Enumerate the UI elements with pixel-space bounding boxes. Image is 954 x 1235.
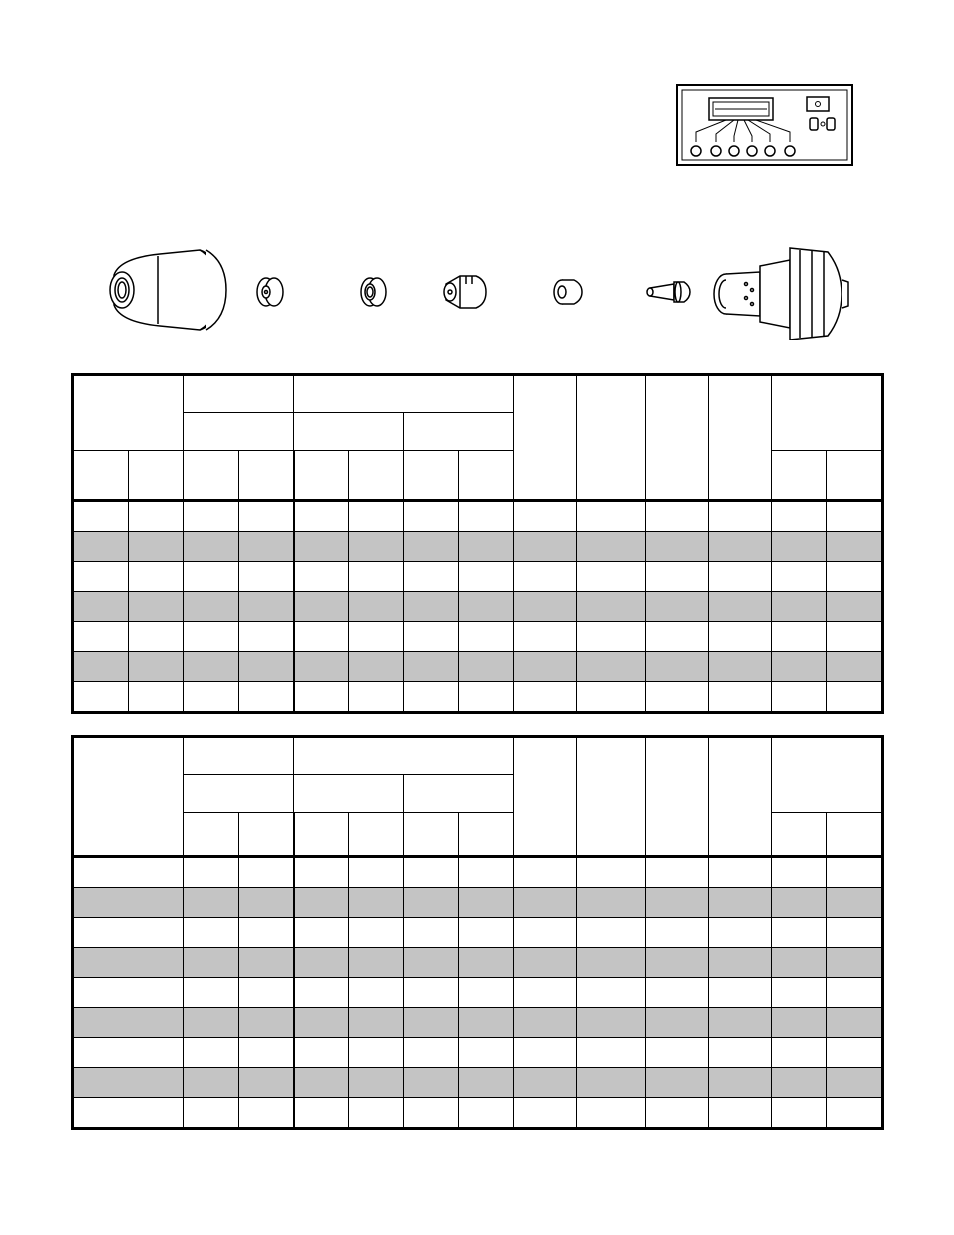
table-cell — [577, 652, 646, 682]
header-row-1 — [74, 738, 882, 775]
table-cell — [514, 978, 577, 1008]
table-cell — [772, 682, 827, 712]
table-cell — [772, 1068, 827, 1098]
table-cell — [646, 501, 709, 532]
table-cell — [349, 978, 404, 1008]
table-cell — [74, 1038, 184, 1068]
table-cell — [827, 501, 882, 532]
table-cell — [577, 682, 646, 712]
table-cell — [74, 682, 129, 712]
table-cell — [577, 857, 646, 888]
table-cell — [577, 1008, 646, 1038]
table-cell — [577, 622, 646, 652]
table-cell — [239, 652, 294, 682]
table-cell — [459, 682, 514, 712]
retaining-cap-icon — [361, 278, 386, 306]
table-cell — [827, 978, 882, 1008]
table-cell — [772, 1098, 827, 1128]
table-cell — [514, 1068, 577, 1098]
table-cell — [827, 857, 882, 888]
table-cell — [184, 532, 239, 562]
table-cell — [404, 562, 459, 592]
table-cell — [129, 682, 184, 712]
header-cell — [184, 376, 294, 413]
table-body — [74, 501, 882, 712]
table-cell — [827, 592, 882, 622]
table-cell — [129, 592, 184, 622]
header-cell — [646, 738, 709, 857]
table-cell — [404, 888, 459, 918]
table-cell — [646, 978, 709, 1008]
table-cell — [74, 501, 129, 532]
table-cell — [74, 888, 184, 918]
table-cell — [772, 918, 827, 948]
header-cell — [184, 813, 239, 857]
swirl-ring-icon — [554, 280, 582, 304]
table-cell — [514, 682, 577, 712]
table-cell — [514, 622, 577, 652]
table-cell — [294, 1098, 349, 1128]
table-cell — [459, 1068, 514, 1098]
table-cell — [709, 1008, 772, 1038]
table-cell — [646, 1068, 709, 1098]
header-cell — [239, 813, 294, 857]
table-cell — [404, 857, 459, 888]
table-cell — [646, 888, 709, 918]
table-cell — [709, 532, 772, 562]
table-cell — [514, 562, 577, 592]
table-cell — [404, 1038, 459, 1068]
header-cell — [184, 775, 294, 813]
table-row — [74, 652, 882, 682]
nozzle-icon — [444, 276, 486, 308]
table-cell — [827, 532, 882, 562]
table-cell — [772, 562, 827, 592]
table-cell — [349, 1068, 404, 1098]
table-cell — [577, 1068, 646, 1098]
table-cell — [184, 1038, 239, 1068]
header-cell — [404, 813, 459, 857]
table-cell — [349, 918, 404, 948]
cut-chart-table-top — [73, 375, 882, 712]
table-cell — [514, 532, 577, 562]
table-cell — [294, 978, 349, 1008]
table-cell — [827, 918, 882, 948]
table-cell — [772, 888, 827, 918]
torch-body-icon — [714, 248, 848, 340]
table-cell — [459, 1098, 514, 1128]
table-cell — [827, 652, 882, 682]
table-row — [74, 948, 882, 978]
table-cell — [404, 1068, 459, 1098]
header-cell — [349, 813, 404, 857]
table-cell — [646, 532, 709, 562]
table-cell — [239, 1068, 294, 1098]
table-cell — [772, 622, 827, 652]
table-row — [74, 1068, 882, 1098]
table-cell — [349, 948, 404, 978]
table-cell — [459, 888, 514, 918]
table-cell — [459, 652, 514, 682]
table-cell — [294, 948, 349, 978]
header-cell — [239, 451, 294, 501]
table-cell — [514, 1008, 577, 1038]
table-cell — [459, 562, 514, 592]
table-cell — [827, 622, 882, 652]
table-cell — [239, 888, 294, 918]
table-cell — [74, 1068, 184, 1098]
table-cell — [646, 857, 709, 888]
table-cell — [459, 532, 514, 562]
header-cell — [404, 451, 459, 501]
table-cell — [239, 1098, 294, 1128]
header-cell — [514, 376, 577, 501]
header-cell — [404, 413, 514, 451]
table-cell — [459, 1038, 514, 1068]
table-cell — [459, 1008, 514, 1038]
header-cell — [74, 376, 184, 451]
table-cell — [184, 652, 239, 682]
table-cell — [646, 1038, 709, 1068]
table-cell — [129, 562, 184, 592]
header-cell — [294, 813, 349, 857]
header-cell — [184, 738, 294, 775]
table-cell — [709, 562, 772, 592]
table-cell — [646, 948, 709, 978]
table-cell — [709, 1068, 772, 1098]
header-cell — [74, 738, 184, 857]
table-cell — [294, 1068, 349, 1098]
table-cell — [184, 978, 239, 1008]
table-row — [74, 592, 882, 622]
table-cell — [577, 562, 646, 592]
table-row — [74, 532, 882, 562]
table-cell — [577, 918, 646, 948]
table-cell — [239, 501, 294, 532]
cut-chart-table-bottom — [73, 737, 882, 1128]
table-cell — [74, 1008, 184, 1038]
table-cell — [709, 501, 772, 532]
table-cell — [294, 532, 349, 562]
table-cell — [709, 652, 772, 682]
header-cell — [294, 775, 404, 813]
header-cell — [709, 376, 772, 501]
header-cell — [827, 813, 882, 857]
table-cell — [404, 918, 459, 948]
header-cell — [294, 738, 514, 775]
table-cell — [184, 1068, 239, 1098]
table-cell — [646, 622, 709, 652]
table-cell — [514, 888, 577, 918]
table-cell — [294, 918, 349, 948]
header-cell — [772, 451, 827, 501]
table-cell — [74, 857, 184, 888]
table-row — [74, 562, 882, 592]
table-row — [74, 1098, 882, 1128]
table-cell — [294, 622, 349, 652]
table-cell — [349, 1008, 404, 1038]
table-cell — [827, 1068, 882, 1098]
table-cell — [827, 562, 882, 592]
table-row — [74, 501, 882, 532]
shield-deflector-icon — [257, 278, 283, 306]
table-cell — [74, 652, 129, 682]
table-cell — [184, 1098, 239, 1128]
table-cell — [404, 532, 459, 562]
table-cell — [772, 1008, 827, 1038]
table-cell — [239, 1038, 294, 1068]
table-cell — [646, 652, 709, 682]
table-cell — [827, 1098, 882, 1128]
control-panel-diagram — [676, 84, 853, 166]
table-cell — [646, 682, 709, 712]
shield-cup-icon — [110, 250, 226, 330]
table-cell — [646, 592, 709, 622]
table-row — [74, 978, 882, 1008]
table-cell — [239, 857, 294, 888]
header-cell — [404, 775, 514, 813]
table-cell — [74, 562, 129, 592]
table-cell — [709, 1038, 772, 1068]
table-cell — [577, 1038, 646, 1068]
table-cell — [514, 1038, 577, 1068]
table-cell — [709, 592, 772, 622]
table-cell — [349, 1038, 404, 1068]
header-cell — [646, 376, 709, 501]
table-cell — [239, 622, 294, 652]
table-cell — [404, 682, 459, 712]
table-cell — [129, 652, 184, 682]
table-cell — [239, 1008, 294, 1038]
header-cell — [294, 376, 514, 413]
table-cell — [577, 592, 646, 622]
table-cell — [184, 1008, 239, 1038]
table-cell — [577, 1098, 646, 1128]
table-cell — [514, 948, 577, 978]
table-body — [74, 857, 882, 1128]
table-cell — [74, 532, 129, 562]
table-cell — [184, 592, 239, 622]
table-cell — [459, 948, 514, 978]
table-cell — [74, 1098, 184, 1128]
table-cell — [772, 857, 827, 888]
table-cell — [827, 1038, 882, 1068]
table-cell — [646, 562, 709, 592]
table-cell — [349, 1098, 404, 1128]
table-cell — [827, 948, 882, 978]
table-cell — [646, 918, 709, 948]
table-cell — [459, 857, 514, 888]
table-cell — [74, 978, 184, 1008]
table-cell — [294, 888, 349, 918]
table-cell — [404, 622, 459, 652]
table-cell — [404, 1098, 459, 1128]
table-cell — [459, 501, 514, 532]
header-cell — [129, 451, 184, 501]
table-cell — [184, 562, 239, 592]
table-row — [74, 1038, 882, 1068]
table-cell — [827, 1008, 882, 1038]
table-cell — [577, 501, 646, 532]
table-cell — [239, 592, 294, 622]
table-cell — [74, 622, 129, 652]
table-cell — [294, 562, 349, 592]
table-cell — [349, 592, 404, 622]
table-cell — [239, 918, 294, 948]
table-cell — [294, 1038, 349, 1068]
table-cell — [514, 652, 577, 682]
table-cell — [646, 1098, 709, 1128]
table-cell — [184, 622, 239, 652]
header-cell — [74, 451, 129, 501]
table-cell — [404, 652, 459, 682]
table-cell — [709, 918, 772, 948]
table-cell — [404, 501, 459, 532]
table-row — [74, 888, 882, 918]
table-cell — [772, 948, 827, 978]
table-cell — [184, 918, 239, 948]
table-cell — [709, 682, 772, 712]
table-cell — [184, 501, 239, 532]
table-cell — [294, 592, 349, 622]
table-cell — [404, 948, 459, 978]
table-cell — [129, 532, 184, 562]
header-cell — [514, 738, 577, 857]
table-row — [74, 918, 882, 948]
electrode-icon — [647, 282, 690, 302]
table-cell — [349, 622, 404, 652]
table-cell — [294, 501, 349, 532]
header-cell — [827, 451, 882, 501]
table-cell — [239, 562, 294, 592]
table-cell — [184, 888, 239, 918]
table-cell — [294, 652, 349, 682]
table-cell — [827, 682, 882, 712]
table-row — [74, 1008, 882, 1038]
table-cell — [772, 501, 827, 532]
table-cell — [772, 532, 827, 562]
table-cell — [514, 857, 577, 888]
table-cell — [459, 622, 514, 652]
header-cell — [349, 451, 404, 501]
table-cell — [404, 978, 459, 1008]
table-cell — [184, 857, 239, 888]
table-cell — [514, 918, 577, 948]
table-cell — [74, 592, 129, 622]
table-cell — [646, 1008, 709, 1038]
header-cell — [772, 376, 882, 451]
table-cell — [709, 857, 772, 888]
table-cell — [577, 978, 646, 1008]
table-cell — [709, 978, 772, 1008]
table-cell — [709, 1098, 772, 1128]
table-cell — [294, 1008, 349, 1038]
table-cell — [349, 562, 404, 592]
header-cell — [459, 813, 514, 857]
table-cell — [772, 1038, 827, 1068]
header-cell — [577, 376, 646, 501]
table-cell — [709, 888, 772, 918]
table-cell — [772, 978, 827, 1008]
table-row — [74, 857, 882, 888]
table-cell — [772, 592, 827, 622]
table-cell — [349, 652, 404, 682]
header-row-1 — [74, 376, 882, 413]
header-cell — [294, 451, 349, 501]
consumables-diagram — [100, 240, 860, 340]
table-row — [74, 622, 882, 652]
table-cell — [404, 1008, 459, 1038]
table-cell — [74, 948, 184, 978]
header-cell — [772, 738, 882, 813]
table-cell — [184, 682, 239, 712]
table-cell — [74, 918, 184, 948]
table-cell — [184, 948, 239, 978]
table-cell — [349, 857, 404, 888]
header-cell — [459, 451, 514, 501]
header-cell — [772, 813, 827, 857]
header-cell — [577, 738, 646, 857]
table-cell — [239, 532, 294, 562]
table-row — [74, 682, 882, 712]
header-cell — [184, 451, 239, 501]
table-cell — [514, 1098, 577, 1128]
header-cell — [184, 413, 294, 451]
header-cell — [709, 738, 772, 857]
table-cell — [349, 682, 404, 712]
table-cell — [129, 622, 184, 652]
table-cell — [239, 978, 294, 1008]
table-cell — [709, 622, 772, 652]
table-cell — [239, 948, 294, 978]
table-cell — [294, 682, 349, 712]
header-cell — [294, 413, 404, 451]
table-cell — [129, 501, 184, 532]
table-cell — [577, 948, 646, 978]
table-cell — [294, 857, 349, 888]
table-cell — [827, 888, 882, 918]
table-cell — [459, 918, 514, 948]
table-cell — [577, 888, 646, 918]
table-cell — [709, 948, 772, 978]
table-cell — [772, 652, 827, 682]
table-cell — [349, 532, 404, 562]
table-cell — [514, 501, 577, 532]
table-cell — [459, 978, 514, 1008]
table-cell — [239, 682, 294, 712]
table-cell — [404, 592, 459, 622]
table-cell — [459, 592, 514, 622]
table-cell — [349, 888, 404, 918]
table-cell — [577, 532, 646, 562]
table-cell — [514, 592, 577, 622]
table-cell — [349, 501, 404, 532]
